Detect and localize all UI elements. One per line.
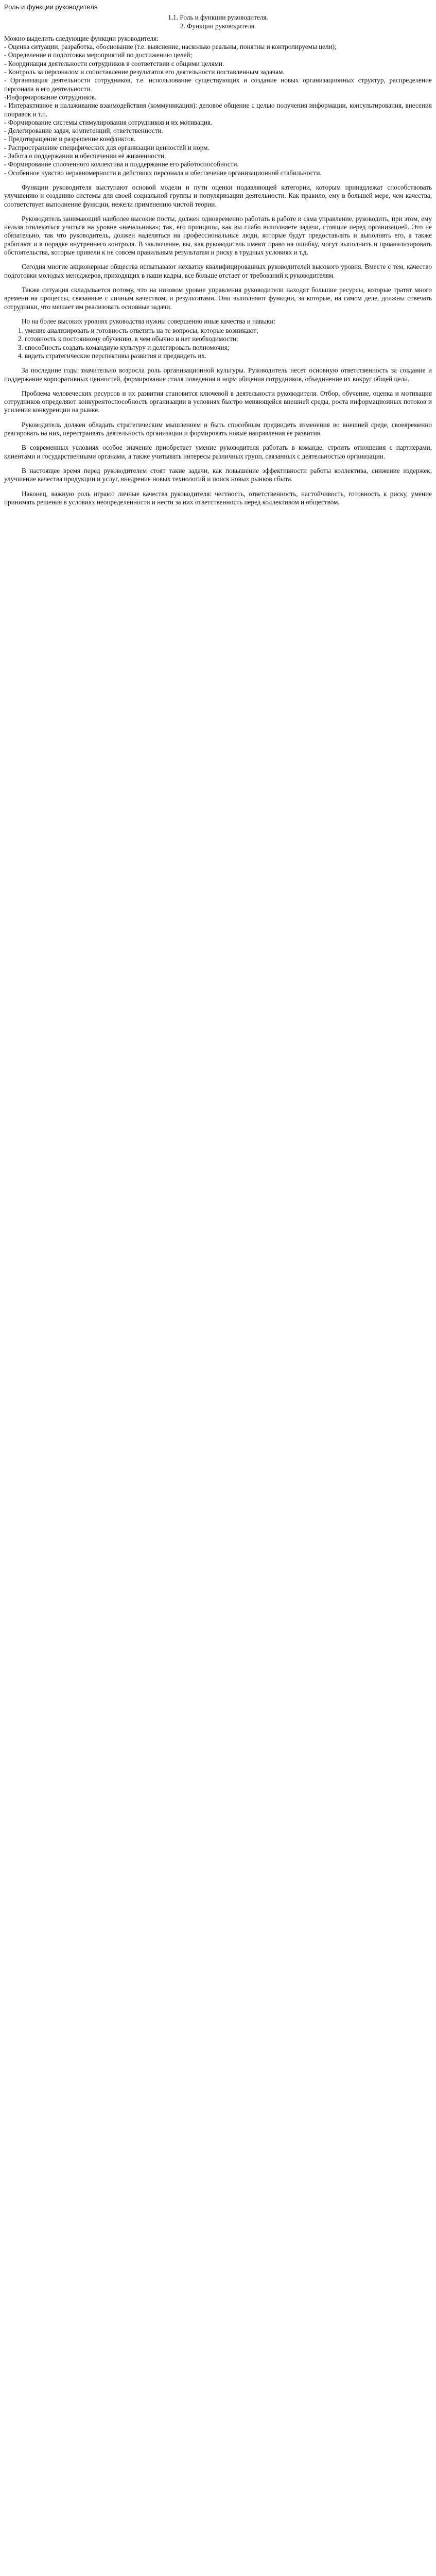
section-heading: 1.1. Роль и функции руководителя. [168, 13, 268, 22]
paragraph: Функции руководителя выступают основой модели и пути оценки подавляющей категории, которым принадлежат способствовать улучшению и созданию системы для своей социальной группы и популяризации деятельности. Как правило, ему в большей мере, чем качества, соответствует выполнение функции, нежели применению чистой теории. [4, 183, 432, 208]
skills-list-item: 4. видеть стратегические перспективы развития и предвидеть их. [25, 352, 432, 360]
function-item: - Координация деятельности сотрудников в соответствии с общими целями. [4, 59, 224, 67]
paragraph: Но на более высоких уровнях руководства нужны совершенно иные качества и навыки: [22, 317, 276, 325]
subsection-heading: 2. Функции руководителя. [180, 22, 256, 30]
tab-title[interactable]: Роль и функции руководителя [4, 3, 98, 11]
paragraph: Проблема человеческих ресурсов и их развития становится ключевой в деятельности руководителя. Отбор, обучение, оценка и мотивация сотрудников определяют конкурентоспособность организации в условиях быстро меняющейся внешней среды, роста информационных потоков и усиления конкуренции на рынке. [4, 389, 432, 414]
function-item: - Делегирование задач, компетенций, ответственности. [4, 127, 163, 135]
function-item: - Определение и подготовка мероприятий по достижению целей; [4, 51, 193, 59]
function-item: - Формирование сплоченного коллектива и поддержание его работоспособности. [4, 160, 239, 168]
paragraph: В современных условиях особое значение приобретает умение руководителя работать в команде, строить отношения с партнерами, клиентами и государственными органами, а также учитывать интересы различных групп, связанных с деятельностью организации. [4, 444, 432, 460]
paragraph: Также ситуация складывается потому, что на низовом уровне управления руководители находят большие ресурсы, которые тратят много времени на процессы, связанные с личным качеством, и результатами. Они выполняют функции, за которые, на самом деле, должны отвечать сотрудники, что мешает им реализовать основные задачи. [4, 285, 432, 311]
paragraph: Руководитель занимающий наиболее высокие посты, должен одновременно работать в работе и сама управление, руководить, при этом, ему нельзя отвлекаться учиться на уровне «начальника»; так, его принципы, как вы слабо выполняете задачи, стоящие перед организацией. Это не обязательно, так что руководитель, должен наделяться на профессиональные люди, которые будут предоставлять и выполнять его, а также работают и в порядке внутреннего контроля. В заключение, вы, как руководитель имеют право на ошибку, могут выполнить и проанализировать обстоятельства, которые привели к не совсем правильным результатам и риску в трудных условиях и т.д. [4, 214, 432, 257]
function-item: - Контроль за персоналом и сопоставление результатов его деятельности поставленным задачам. [4, 68, 285, 76]
function-item: - Забота о поддержании и обеспечении её жизненности. [4, 152, 166, 160]
function-item: - Особенное чувство неравномерности в действиях персонала и обеспечение организационной стабильности. [4, 168, 322, 177]
skills-list-item: 2. готовность к постоянному обучению, в чем обычно и нет необходимости; [25, 335, 432, 343]
paragraph: Сегодня многие акционерные общества испытывают нехватку квалифицированных руководителей высокого уровня. Вместе с тем, качество подготовки молодых менеджеров, приходящих в наши кадры, все больше отстает от требований к руководителям. [4, 263, 432, 279]
functions-intro: Можно выделить следующие функции руководителя: [4, 34, 159, 42]
function-item: - Интерактивное и налаживание взаимодействия (коммуникации): деловое общение с целью получения информации, консультирования, внесения поправок и т.п. [4, 101, 432, 118]
function-item: - Организация деятельности сотрудников, т.е. использование существующих и создание новых организационных структур, распределение персонала и его деятельности. [4, 76, 432, 93]
closing-paragraph: Наконец, важную роль играют личные качества руководителя: честность, ответственность, настойчивость, готовность к риску, умение принимать решения в условиях неопределенности и нести за них ответственность перед коллективом и обществом. [4, 489, 432, 506]
function-item: - Предотвращение и разрешение конфликтов. [4, 135, 136, 143]
functions-list [4, 43, 432, 177]
skills-list-item: 1. умение анализировать и готовность ответить на те вопросы, которые возникают; [25, 327, 432, 335]
paragraph: В настоящее время перед руководителем стоят такие задачи, как повышение эффективности работы коллектива, снижение издержек, улучшение качества продукции и услуг, внедрение новых технологий и поиск новых рынков сбыта. [4, 466, 432, 483]
page [0, 0, 436, 517]
paragraph: За последние годы значительно возросла роль организационной культуры. Руководитель несет основную ответственность за создание и поддержание корпоративных ценностей, формирование стиля поведения и норм общения сотрудников, объединение их вокруг общей цели. [4, 366, 432, 383]
function-item: - Формирование системы стимулирования сотрудников и их мотивация. [4, 118, 213, 126]
skills-list [4, 327, 432, 360]
paragraph: Руководитель должен обладать стратегическим мышлением и быть способным предвидеть изменения во внешней среде, своевременно реагировать на них, перестраивать деятельность организации и формировать новые направления ее развития. [4, 420, 432, 437]
function-item: - Распространение специфических для организации ценностей и норм. [4, 143, 210, 151]
skills-list-item: 3. способность создать командную культуру и делегировать полномочия; [25, 344, 432, 352]
function-item: - Оценка ситуации, разработка, обоснование (т.е. выяснение, насколько реальны, понятны и контролируемы цели); [4, 43, 337, 51]
function-item: -Информирование сотрудников. [4, 93, 97, 101]
